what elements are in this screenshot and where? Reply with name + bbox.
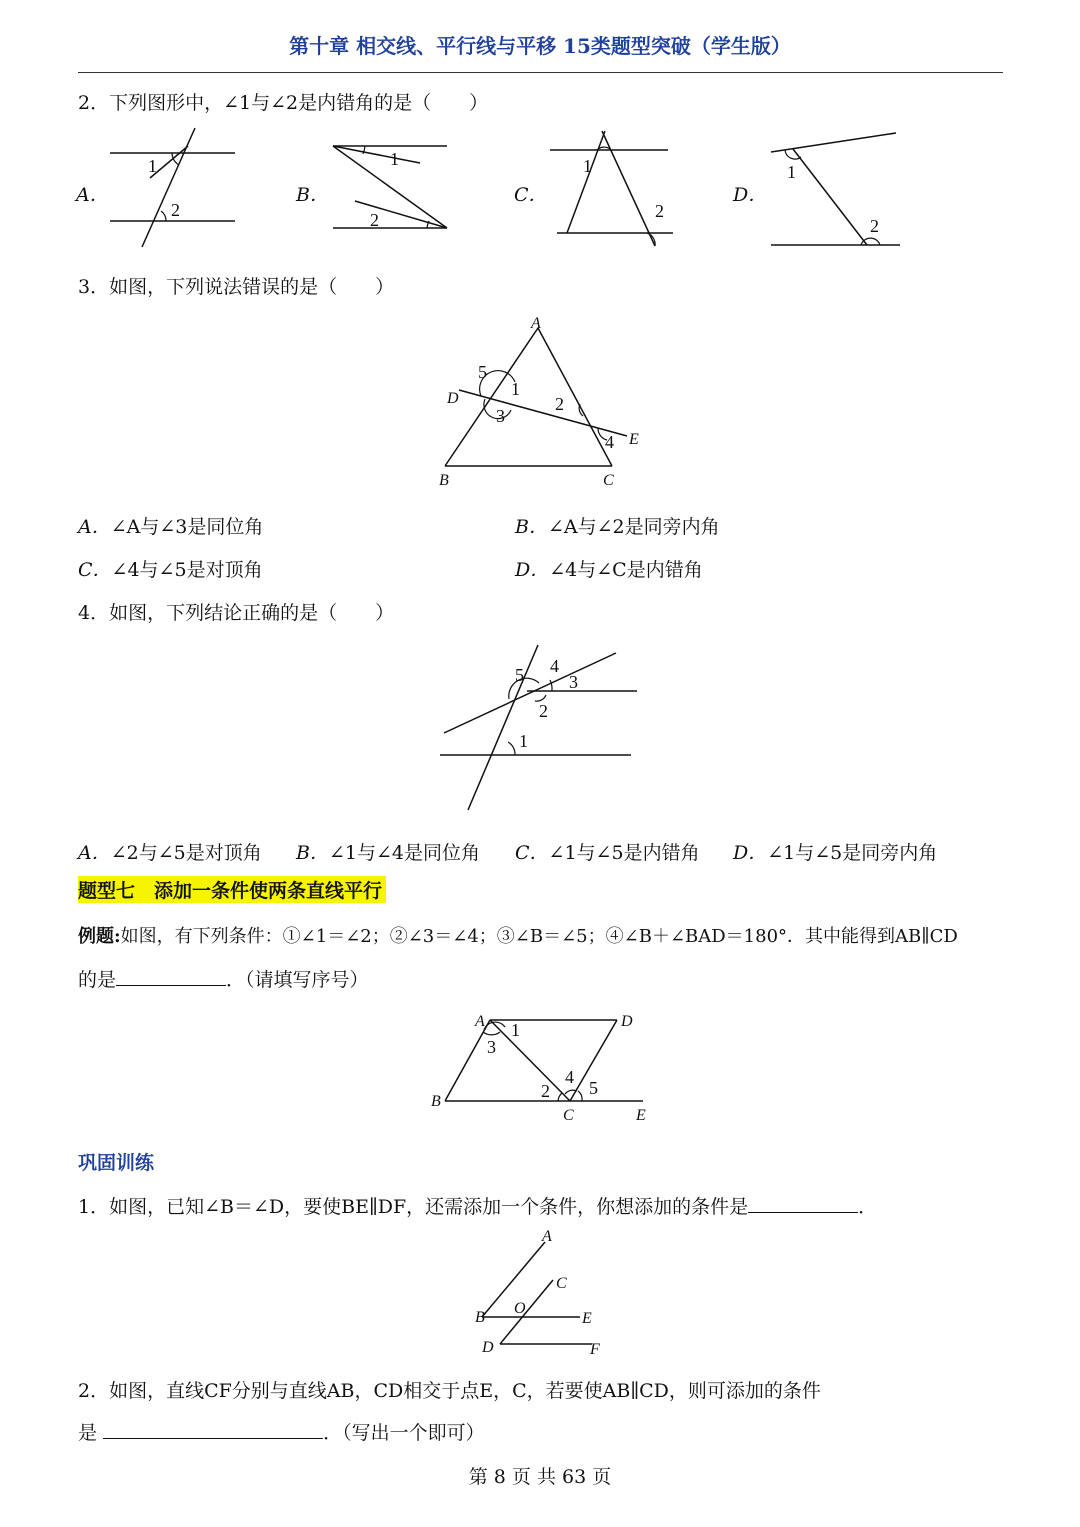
q3-stem: 3．如图，下列说法错误的是（ ）: [78, 276, 395, 298]
type7-label-b: B: [431, 1093, 441, 1110]
q2-option-b-letter[interactable]: B．: [296, 184, 329, 206]
practice-heading: 巩固训练: [78, 1152, 155, 1174]
q3-angle-3: 3: [496, 406, 505, 426]
q3-option-d-text: ∠4与∠C是内错角: [549, 559, 703, 581]
q4-option-d[interactable]: [733, 838, 937, 865]
page-header-title: 第十章 相交线、平行线与平移 15类题型突破（学生版）: [289, 34, 791, 58]
q4-angle-4: 4: [550, 656, 559, 676]
type7-line2-suffix: ．（请填写序号）: [226, 969, 369, 991]
q3-angle-1: 1: [511, 379, 520, 399]
q3-option-b-text: ∠A与∠2是同旁内角: [547, 516, 720, 538]
q2-option-c-letter[interactable]: C．: [514, 184, 548, 206]
practice-2-line2: [78, 1418, 485, 1445]
q3-label-b: B: [439, 472, 449, 489]
q3-option-a-letter: A．: [78, 516, 111, 538]
practice-1-label-e: E: [582, 1310, 592, 1327]
type7-angle-2: 2: [541, 1081, 550, 1101]
q3-option-c-letter: C．: [78, 559, 112, 581]
type7-example: [78, 922, 958, 948]
q3-option-b-letter: B．: [515, 516, 548, 538]
practice-1-text: 1．如图，已知∠B＝∠D，要使BE∥DF，还需添加一个条件，你想添加的条件是: [78, 1196, 749, 1218]
header-divider: [78, 72, 1003, 73]
q2c-mark-1: 1: [583, 156, 592, 176]
practice-2-line2-prefix: 是: [78, 1422, 98, 1444]
type7-angle-1: 1: [511, 1020, 520, 1040]
q3-option-a-text: ∠A与∠3是同位角: [110, 516, 264, 538]
q4-angle-1: 1: [519, 731, 528, 751]
q4-option-a[interactable]: [78, 838, 262, 865]
q3-angle-2: 2: [555, 394, 564, 414]
q3-option-b[interactable]: [515, 512, 720, 539]
type7-label-e: E: [636, 1107, 646, 1124]
practice-1-label-o: O: [514, 1300, 526, 1317]
q2b-mark-2: 2: [370, 210, 379, 230]
practice-1-answer-blank[interactable]: [748, 1194, 858, 1213]
q2d-mark-1: 1: [787, 162, 796, 182]
practice-1-label-d: D: [482, 1339, 494, 1356]
type7-heading: 题型七 添加一条件使两条直线平行: [78, 876, 386, 903]
q2b-mark-1: 1: [390, 149, 399, 169]
type7-angle-5: 5: [589, 1078, 598, 1098]
practice-1-end: ．: [858, 1196, 878, 1218]
type7-label-c: C: [563, 1107, 574, 1124]
q3-option-d[interactable]: [515, 555, 703, 582]
q3-label-e: E: [629, 431, 639, 448]
q4-option-a-text: ∠2与∠5是对顶角: [110, 842, 262, 864]
q4-option-d-letter: D．: [733, 842, 768, 864]
q4-option-b-letter: B．: [296, 842, 329, 864]
q4-option-b[interactable]: [296, 838, 480, 865]
q2-stem: 2．下列图形中，∠1与∠2是内错角的是（ ）: [78, 92, 489, 114]
q2-option-a-letter[interactable]: A．: [76, 184, 109, 206]
type7-example-label: 例题:: [78, 926, 121, 947]
practice-2-text: 2．如图，直线CF分别与直线AB，CD相交于点E，C，若要使AB∥CD，则可添加的条件: [78, 1380, 821, 1402]
q4-stem: 4．如图，下列结论正确的是（ ）: [78, 602, 395, 624]
practice-2-line2-suffix: ．（写出一个即可）: [323, 1422, 485, 1444]
q3-option-a[interactable]: [78, 512, 263, 539]
q4-option-c-text: ∠1与∠5是内错角: [548, 842, 700, 864]
q4-angle-2: 2: [539, 701, 548, 721]
practice-1-label-f: F: [590, 1341, 600, 1358]
type7-label-d: D: [621, 1013, 633, 1030]
q3-figure: [435, 310, 650, 490]
q4-figure: [435, 645, 645, 815]
type7-example-text: 如图，有下列条件：①∠1＝∠2；②∠3＝∠4；③∠B＝∠5；④∠B＋∠BAD＝180°．其中能得到AB∥CD: [120, 926, 958, 947]
q2a-mark-1: 1: [148, 156, 157, 176]
practice-1-label-a: A: [542, 1228, 552, 1245]
q4-option-c[interactable]: [515, 838, 700, 865]
q3-option-d-letter: D．: [515, 559, 550, 581]
practice-1-label-c: C: [556, 1275, 567, 1292]
type7-example-line2: [78, 965, 369, 992]
q4-option-d-text: ∠1与∠5是同旁内角: [767, 842, 938, 864]
practice-1: [78, 1192, 877, 1219]
type7-line2-prefix: 的是: [78, 969, 117, 991]
q4-option-b-text: ∠1与∠4是同位角: [328, 842, 480, 864]
practice-1-label-b: B: [475, 1309, 485, 1326]
q3-label-c: C: [603, 472, 614, 489]
q2c-mark-2: 2: [655, 201, 664, 221]
type7-figure: [425, 1005, 655, 1125]
q3-option-c-text: ∠4与∠5是对顶角: [111, 559, 263, 581]
q2-figure-c: [545, 128, 680, 238]
page-footer: 第 8 页 共 63 页: [468, 1466, 612, 1488]
q3-angle-5: 5: [478, 362, 487, 382]
q3-label-a: A: [531, 315, 541, 332]
type7-angle-3: 3: [487, 1037, 496, 1057]
type7-label-a: A: [475, 1013, 485, 1030]
q2-option-d-letter[interactable]: D．: [733, 184, 768, 206]
q4-option-a-letter: A．: [78, 842, 111, 864]
q4-option-c-letter: C．: [515, 842, 549, 864]
q2d-mark-2: 2: [870, 216, 879, 236]
q2a-mark-2: 2: [171, 200, 180, 220]
type7-answer-blank[interactable]: [116, 967, 226, 986]
q4-angle-3: 3: [569, 672, 578, 692]
practice-1-figure: [470, 1222, 610, 1362]
q2-figure-a: [100, 128, 250, 253]
q2-figure-b: [325, 138, 455, 238]
q4-angle-5: 5: [515, 665, 524, 685]
type7-angle-4: 4: [565, 1067, 574, 1087]
practice-2-answer-blank[interactable]: [103, 1420, 323, 1439]
q2-figure-d: [765, 128, 905, 253]
q3-angle-4: 4: [605, 432, 614, 452]
q3-label-d: D: [447, 390, 459, 407]
q3-option-c[interactable]: [78, 555, 263, 582]
